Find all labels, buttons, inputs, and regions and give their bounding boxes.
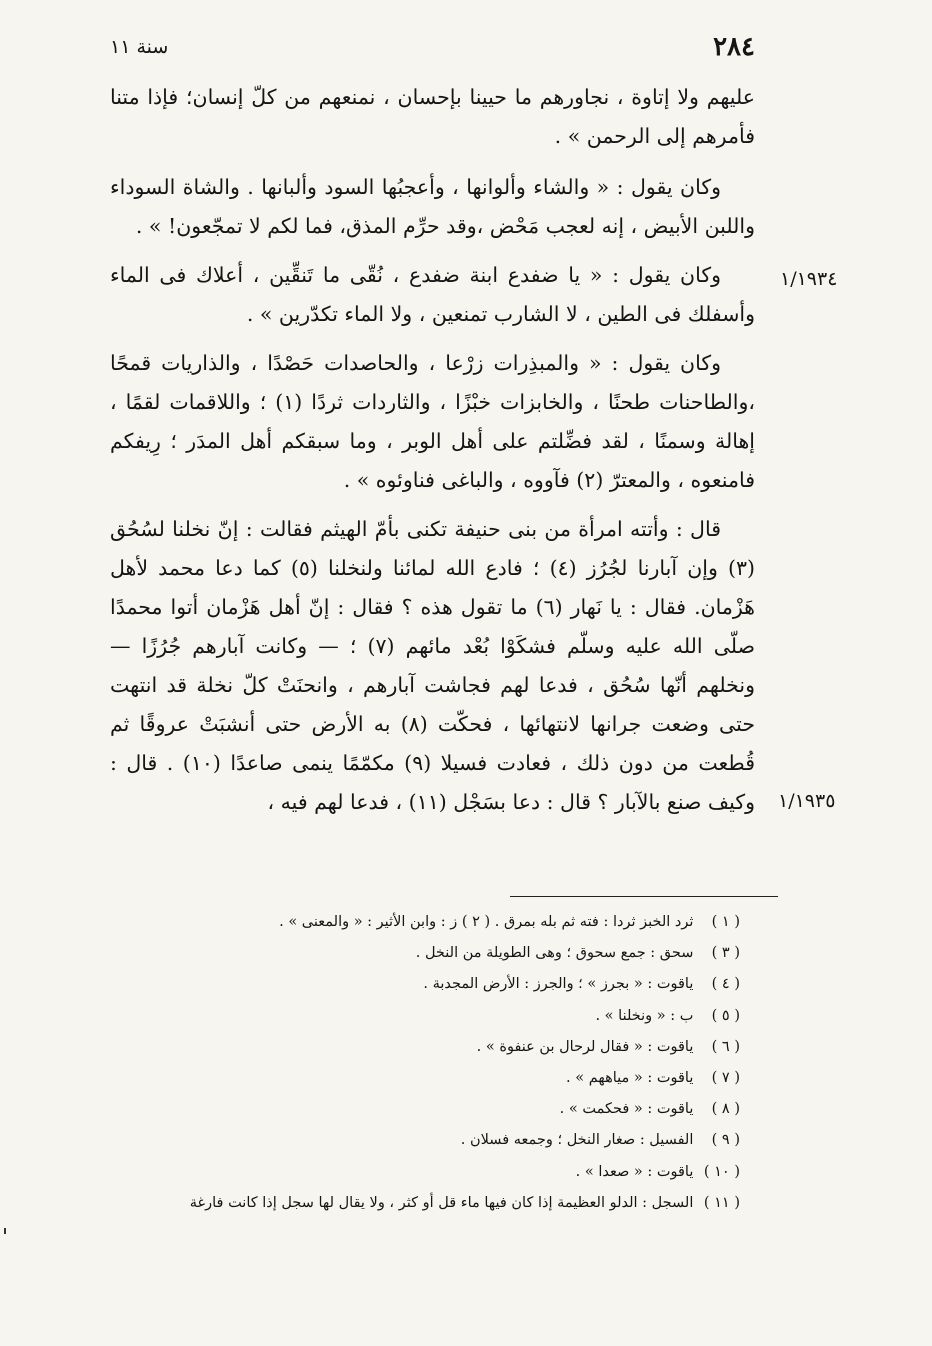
page-number: ٢٨٤ (713, 32, 755, 62)
margin-date-1934: ١/١٩٣٤ (780, 268, 838, 290)
footnote-number: ( ٩ ) (711, 1132, 740, 1149)
footnote (112, 1188, 740, 1219)
main-text (110, 78, 755, 822)
footnote-text: ياقوت : « صعدا » . (575, 1163, 694, 1180)
footnote-number: ( ١٠ ) (703, 1163, 740, 1180)
footnote-number: ( ٤ ) (711, 976, 740, 993)
footnote-number: ( ٥ ) (711, 1007, 740, 1024)
footnote-text: ياقوت : « مياههم » . (566, 1070, 694, 1087)
paragraph-sowers: وكان يقول : « والمبذِرات زرْعا ، والحاصدات حَصْدًا ، والذاريات قمحًا ،والطاحنات طحنًا ، والخابزات خبْزًا ، والثاردات ثردًا (١) ؛ واللاقمات لقمًا ، إهالة وسمنًا ، لقد فضِّلتم على أهل الوبر ، وما سبقكم أهل المدَر ؛ رِيفكم فامنعوه ، والمعترّ (٢) فآووه ، والباغى فناوئوه » . (110, 351, 755, 492)
footnote-rule (510, 896, 778, 897)
footnote-text: الفسيل : صغار النخل ؛ وجمعه فسلان . (460, 1132, 694, 1149)
footnote (112, 1032, 740, 1063)
scan-mark (4, 1228, 6, 1234)
footnote-text: سحق : جمع سحوق ؛ وهى الطويلة من النخل . (415, 945, 694, 962)
footnote-text: ب : « ونخلنا » . (595, 1007, 694, 1024)
page-header (110, 32, 755, 64)
footnote-text: ياقوت : « فقال لرحال بن عنفوة » . (476, 1038, 694, 1055)
footnote-number: ( ٨ ) (711, 1101, 740, 1118)
paragraph-continuation: عليهم ولا إتاوة ، نجاورهم ما حيينا بإحسان ، نمنعهم من كلّ إنسان؛ فإذا متنا فأمرهم إلى الرحمن » . (110, 85, 755, 148)
paragraph-hanifa-woman: قال : وأتته امرأة من بنى حنيفة تكنى بأمّ الهيثم فقالت : إنّ نخلنا لسُحُق (٣) وإن آبارنا لجُرُز (٤) ؛ فادع الله لمائنا ولنخلنا (٥) كما دعا محمد لأهل هَزْمان. فقال : يا نَهار (٦) ما تقول هذه ؟ فقال : إنّ أهل هَزْمان أتوا محمدًا صلّى الله عليه وسلّم فشكَوْا بُعْد مائهم (٧) ؛ — وكانت آبارهم جُرُزًا — ونخلهم أنّها سُحُق ، فدعا لهم فجاشت آبارهم ، وانحنَتْ كلّ نخلة قد انتهت حتى وضعت جرانها لانتهائها ، فحكّت (٨) به الأرض حتى أنشبَتْ عروقًا ثم قُطعت من دون ذلك ، فعادت فسيلا (٩) مكمّمًا ينمى صاعدًا (١٠) . قال : وكيف صنع بالآبار ؟ قال : دعا بسَجْل (١١) ، فدعا لهم فيه ، (110, 517, 755, 814)
paragraph-frog: وكان يقول : « يا ضفدع ابنة ضفدع ، نُقّى ما تَنقِّين ، أعلاك فى الماء وأسفلك فى الطين ، لا الشارب تمنعين ، ولا الماء تكدّرين » . (110, 263, 755, 326)
footnote-number: ( ٣ ) (711, 945, 740, 962)
footnote-text: السجل : الدلو العظيمة إذا كان فيها ماء قل أو كثر ، ولا يقال لها سجل إذا كانت فارغة (189, 1194, 694, 1211)
footnote (112, 907, 740, 938)
footnote-number: ( ١ ) (711, 914, 740, 930)
footnote (112, 1125, 740, 1156)
footnote (112, 1063, 740, 1094)
paragraph-sheep: وكان يقول : « والشاء وألوانها ، وأعجبُها السود وألبانها . والشاة السوداء واللبن الأبيض ، إنه لعجب مَحْض ،وقد حرِّم المذق، فما لكم لا تمجّعون! » . (110, 175, 755, 238)
footnote (112, 1001, 740, 1032)
footnote (112, 938, 740, 969)
footnote (112, 969, 740, 1000)
footnote (112, 1157, 740, 1188)
footnote (112, 1094, 740, 1125)
footnote-text: ياقوت : « فحكمت » . (559, 1101, 694, 1118)
margin-date-1935: ١/١٩٣٥ (778, 790, 836, 812)
footnote-number: ( ١١ ) (703, 1194, 740, 1211)
running-head: سنة ١١ (110, 36, 169, 58)
footnote-text: ثرد الخبز ثردا : فته ثم بله بمرق . ( ٢ ) ز : وابن الأثير : « والمعنى » . (279, 914, 694, 930)
footnotes (112, 907, 740, 1219)
footnote-number: ( ٧ ) (711, 1070, 740, 1087)
footnote-text: ياقوت : « بجرز » ؛ والجرز : الأرض المجدبة . (423, 976, 694, 993)
footnote-number: ( ٦ ) (711, 1038, 740, 1055)
